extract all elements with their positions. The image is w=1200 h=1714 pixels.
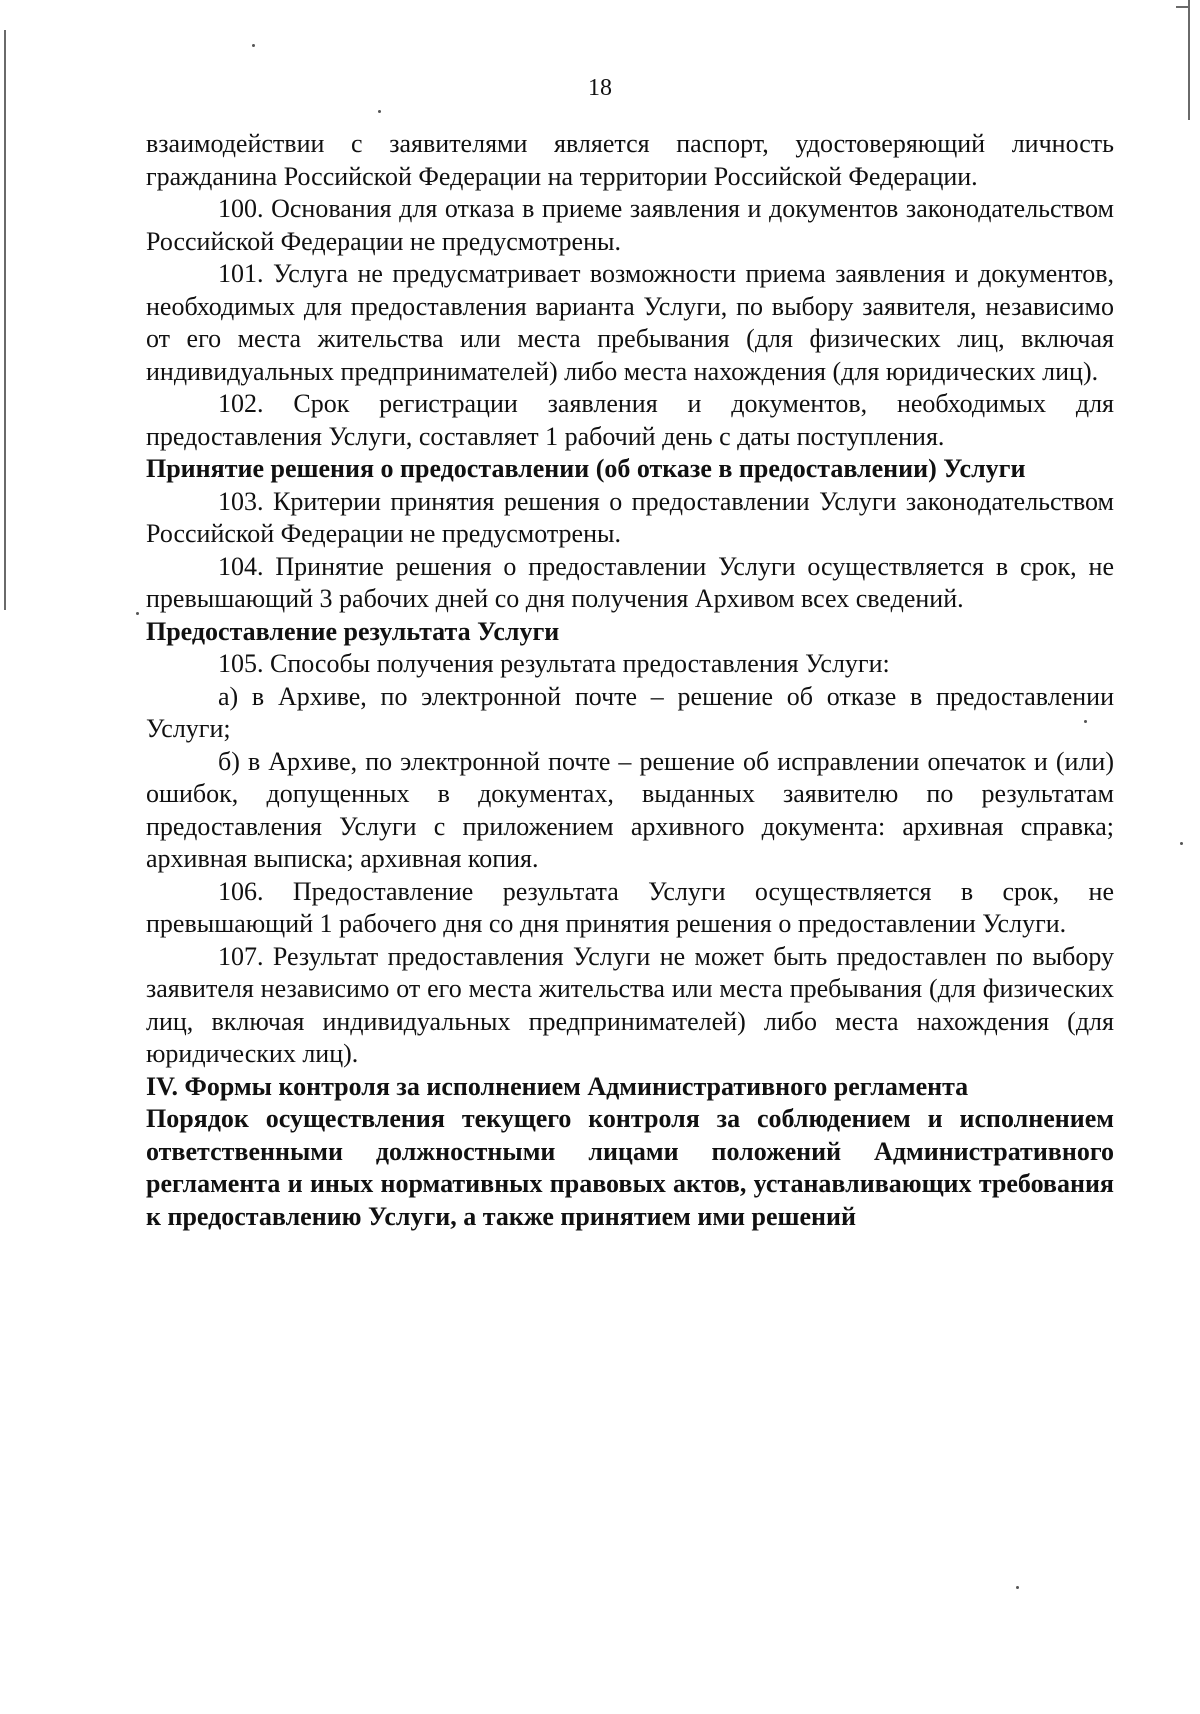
scan-edge-left: [4, 30, 6, 610]
paragraph-101: 101. Услуга не предусматривает возможности приема заявления и документов, необходимых для предоставления варианта Услуги, по выбору заявителя, независимо от его места жительства или места пребывания (для физических лиц, включая индивидуальных предпринимателей) либо места нахождения (для юридических лиц).: [146, 259, 1114, 386]
paragraph-100: 100. Основания для отказа в приеме заявления и документов законодательством Российской Федерации не предусмотрены.: [146, 194, 1114, 256]
heading-current-control: Порядок осуществления текущего контроля за соблюдением и исполнением ответственными должностными лицами положений Административного регламента и иных нормативных правовых актов, устанавливающих требования к предоставлению Услуги, а также принятием ими решений: [146, 1104, 1114, 1231]
paragraph-continuation: взаимодействии с заявителями является паспорт, удостоверяющий личность гражданина Российской Федерации на территории Российской Федерации.: [146, 129, 1114, 191]
scan-speck: [252, 44, 255, 47]
scan-speck: [1016, 1586, 1019, 1589]
page-number: 18: [588, 75, 612, 101]
scan-speck: [136, 612, 139, 615]
paragraph-102: 102. Срок регистрации заявления и документов, необходимых для предоставления Услуги, составляет 1 рабочий день с даты поступления.: [146, 389, 1114, 451]
paragraph-104: 104. Принятие решения о предоставлении Услуги осуществляется в срок, не превышающий 3 рабочих дней со дня получения Архивом всех сведений.: [146, 551, 1114, 613]
paragraph-105: 105. Способы получения результата предоставления Услуги:: [218, 649, 890, 678]
paragraph-105-b: б) в Архиве, по электронной почте – решение об исправлении опечаток и (или) ошибок, допущенных в документах, выданных заявителю по результатам предоставления Услуги с приложением архивного документа: архивная справка; архивная выписка; архивная копия.: [146, 746, 1114, 873]
scan-corner-right: [1176, 6, 1190, 8]
scan-edge-right: [1188, 0, 1190, 120]
paragraph-107: 107. Результат предоставления Услуги не может быть предоставлен по выбору заявителя независимо от его места жительства или места пребывания (для физических лиц, включая индивидуальных предпринимателей) либо места нахождения (для юридических лиц).: [146, 941, 1114, 1068]
scan-speck: [378, 110, 381, 113]
scan-speck: [1180, 842, 1183, 845]
paragraph-106: 106. Предоставление результата Услуги осуществляется в срок, не превышающий 1 рабочего дня со дня принятия решения о предоставлении Услуги.: [146, 876, 1114, 938]
heading-decision: Принятие решения о предоставлении (об отказе в предоставлении) Услуги: [146, 454, 1026, 483]
paragraph-103: 103. Критерии принятия решения о предоставлении Услуги законодательством Российской Федерации не предусмотрены.: [146, 486, 1114, 548]
heading-section-iv: IV. Формы контроля за исполнением Административного регламента: [146, 1071, 969, 1101]
paragraph-105-a: а) в Архиве, по электронной почте – решение об отказе в предоставлении Услуги;: [146, 681, 1114, 743]
document-body: [146, 128, 1114, 1233]
heading-result: Предоставление результата Услуги: [146, 616, 560, 646]
